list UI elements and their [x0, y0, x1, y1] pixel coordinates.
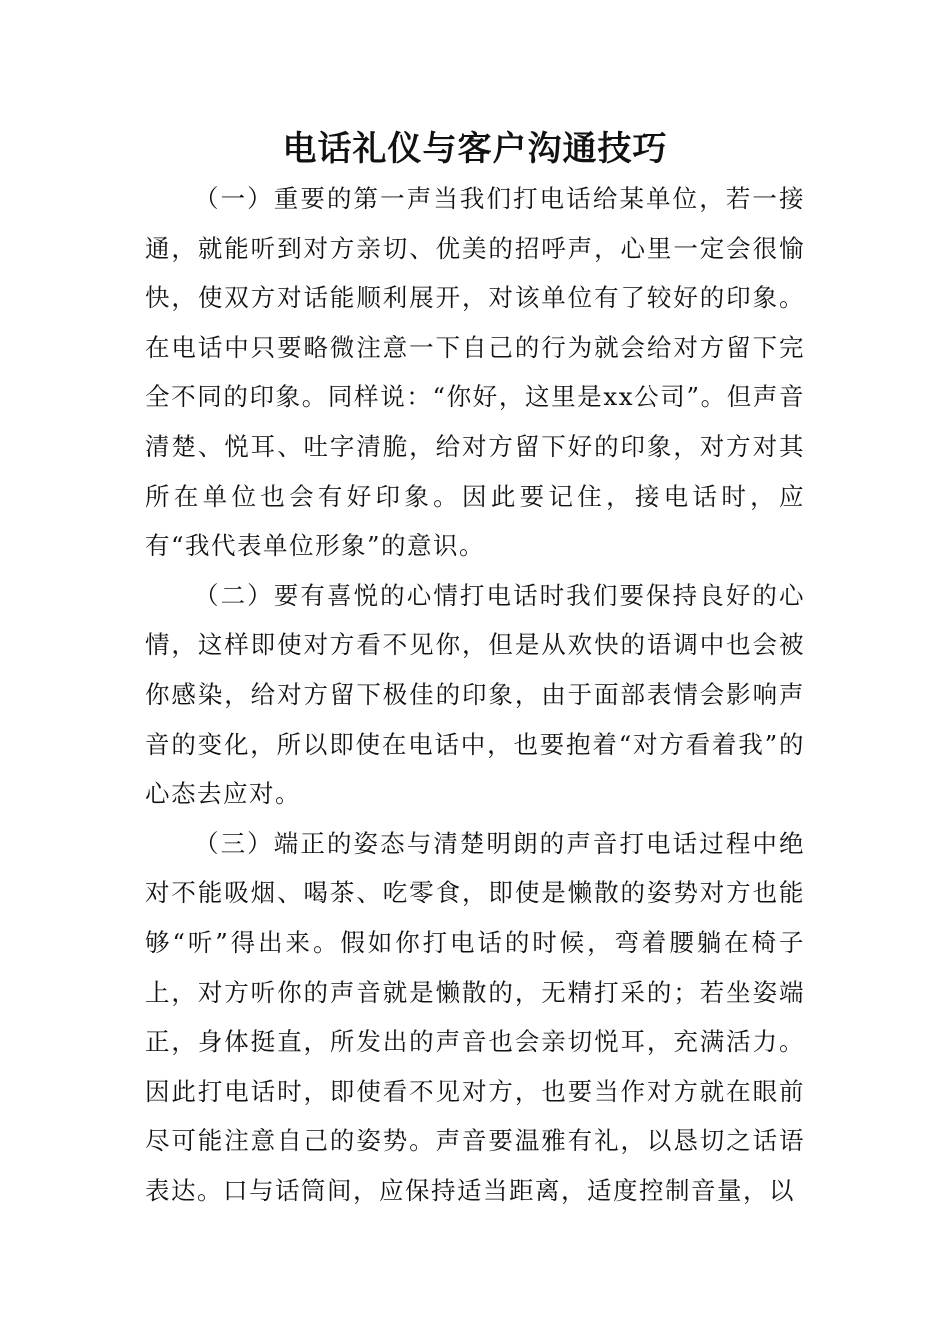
document-title: 电话礼仪与客户沟通技巧: [282, 129, 668, 169]
paragraph-1: （一）重要的第一声当我们打电话给某单位，若一接通，就能听到对方亲切、优美的招呼声，心里一定会很愉快，使双方对话能顺利展开，对该单位有了较好的印象。在电话中只要略微注意一下自己的行为就会给对方留下完全不同的印象。同样说：“你好，这里是xx公司”。但声音清楚、悦耳、吐字清脆，给对方留下好的印象，对方对其所在单位也会有好印象。因此要记住，接电话时，应有“我代表单位形象”的意识。: [145, 184, 805, 561]
paragraph-2: （二）要有喜悦的心情打电话时我们要保持良好的心情，这样即使对方看不见你，但是从欢快的语调中也会被你感染，给对方留下极佳的印象，由于面部表情会影响声音的变化，所以即使在电话中，也要抱着“对方看着我”的心态去应对。: [145, 580, 805, 809]
document-body: [145, 174, 805, 1215]
paragraph-3: （三）端正的姿态与清楚明朗的声音打电话过程中绝对不能吸烟、喝茶、吃零食，即使是懒散的姿势对方也能够“听”得出来。假如你打电话的时候，弯着腰躺在椅子上，对方听你的声音就是懒散的，无精打采的；若坐姿端正，身体挺直，所发出的声音也会亲切悦耳，充满活力。因此打电话时，即使看不见对方，也要当作对方就在眼前尽可能注意自己的姿势。声音要温雅有礼，以恳切之话语表达。口与话筒间，应保持适当距离，适度控制音量，以: [145, 828, 805, 1205]
